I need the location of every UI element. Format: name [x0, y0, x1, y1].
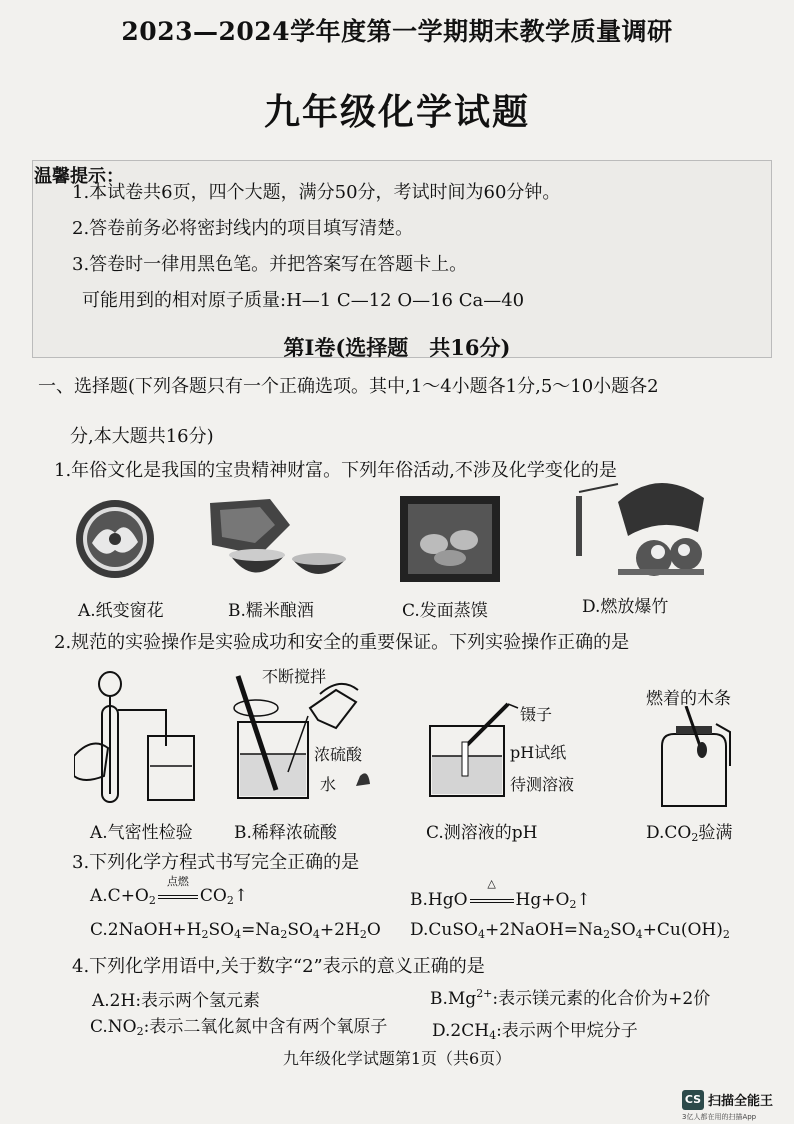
atomic-mass-line: 可能用到的相对原子质量:H—1 C—12 O—16 Ca—40 [82, 290, 525, 311]
q2-option-a: A.气密性检验 [90, 823, 193, 843]
co2-bottle-image [654, 706, 734, 810]
scanner-app-name: 扫描全能王 [708, 1094, 774, 1109]
steamed-bun-image [398, 494, 502, 586]
tip-item-3: 3.答卷时一律用黑色笔。并把答案写在答题卡上。 [72, 254, 468, 275]
paper-cut-image [74, 498, 156, 580]
label-conc-acid: 浓硫酸 [314, 745, 363, 764]
label-ph-paper: pH试纸 [510, 743, 567, 762]
q4-option-a: A.2H:表示两个氢元素 [92, 991, 261, 1011]
q4-option-d: $D.2CH_4$:表示两个甲烷分子 [432, 1021, 638, 1042]
tips-heading: 温馨提示： [34, 166, 124, 187]
section-title: 第I卷(选择题 共16分) [283, 335, 511, 360]
section-instruction-1: 一、选择题(下列各题只有一个正确选项。其中,1～4小题各1分,5～10小题各2 [38, 376, 659, 397]
q1-option-d: D.燃放爆竹 [582, 597, 669, 617]
q1-stem: 1.年俗文化是我国的宝贵精神财富。下列年俗活动,不涉及化学变化的是 [54, 460, 617, 481]
q3-option-a: $A.C+O_2$ 点燃 $CO_2↑$ [90, 875, 249, 907]
label-stir: 不断搅拌 [262, 667, 327, 686]
q3-option-d: $D.CuSO_4+2NaOH=Na_2SO_4+Cu(OH)_2$ [410, 920, 730, 941]
camscanner-logo-icon: CS [682, 1090, 704, 1110]
q2-stem: 2.规范的实验操作是实验成功和安全的重要保证。下列实验操作正确的是 [54, 632, 630, 653]
scanner-slogan: 3亿人都在用的扫描App [682, 1113, 757, 1121]
q3-stem: 3.下列化学方程式书写完全正确的是 [72, 852, 360, 873]
label-test-solution: 待测溶液 [510, 775, 575, 794]
label-tweezers: 镊子 [520, 705, 553, 724]
q2-option-c: C.测溶液的pH [426, 823, 538, 843]
exam-title: 九年级化学试题 [263, 91, 530, 133]
q1-option-c: C.发面蒸馍 [402, 601, 488, 621]
q4-stem: 4.下列化学用语中,关于数字“2”表示的意义正确的是 [72, 956, 485, 977]
q1-option-b: B.糯米酿酒 [228, 601, 314, 621]
q1-option-a: A.纸变窗花 [78, 601, 164, 621]
q3-option-b: B.HgO △ $Hg+O_2↑$ [410, 877, 591, 911]
q2-option-b: B.稀释浓硫酸 [234, 823, 337, 843]
label-burning-stick: 燃着的木条 [646, 689, 731, 709]
tip-item-1: 1.本试卷共6页，四个大题，满分50分，考试时间为60分钟。 [72, 182, 561, 203]
ph-test-image [424, 700, 520, 800]
acid-dilution-image [232, 672, 372, 802]
airtightness-apparatus-image [74, 666, 204, 806]
q3-option-c: $C.2NaOH+H_2SO_4=Na_2SO_4+2H_2O$ [90, 920, 381, 941]
tip-item-2: 2.答卷前务必将密封线内的项目填写清楚。 [72, 218, 414, 239]
q4-option-c: $C.NO_2$:表示二氧化氮中含有两个氧原子 [90, 1017, 388, 1038]
label-water: 水 [320, 775, 337, 794]
exam-year-line: 2023—2024学年度第一学期期末教学质量调研 [121, 17, 673, 46]
scanner-watermark [682, 1086, 790, 1120]
rice-wine-image [200, 495, 350, 590]
section-instruction-2: 分,本大题共16分) [70, 426, 214, 447]
q4-option-b: $B.Mg^{2+}$:表示镁元素的化合价为+2价 [430, 987, 711, 1009]
firecracker-image [558, 472, 708, 590]
q2-option-d: $D.CO_2$验满 [646, 823, 733, 844]
page-footer: 九年级化学试题第1页（共6页） [282, 1049, 512, 1068]
